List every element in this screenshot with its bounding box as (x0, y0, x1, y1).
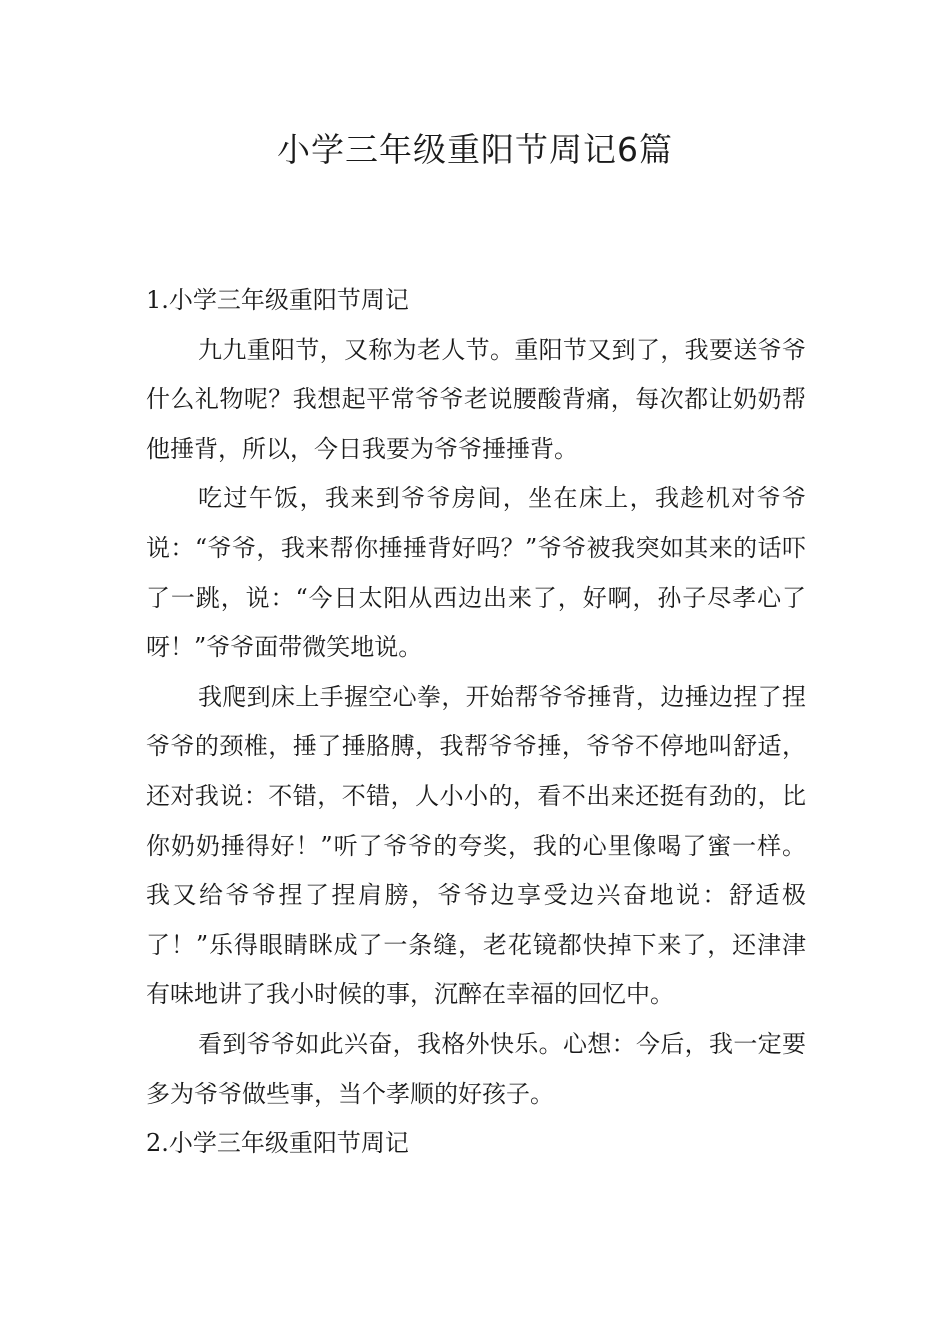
page-title: 小学三年级重阳节周记6篇 (277, 130, 673, 169)
section-1 (146, 276, 806, 1119)
section-2 (146, 1119, 806, 1169)
paragraph: 我爬到床上手握空心拳，开始帮爷爷捶背，边捶边捏了捏爷爷的颈椎，捶了捶胳膊，我帮爷爷捶，爷爷不停地叫舒适，还对我说：不错，不错，人小小的，看不出来还挺有劲的，比你奶奶捶得好！”听了爷爷的夸奖，我的心里像喝了蜜一样。我又给爷爷捏了捏肩膀，爷爷边享受边兴奋地说：舒适极了！”乐得眼睛眯成了一条缝，老花镜都快掉下来了，还津津有味地讲了我小时候的事，沉醉在幸福的回忆中。 (146, 682, 806, 1009)
section-heading: 2.小学三年级重阳节周记 (146, 1129, 409, 1158)
paragraph: 吃过午饭，我来到爷爷房间，坐在床上，我趁机对爷爷说：“爷爷，我来帮你捶捶背好吗？”爷爷被我突如其来的话吓了一跳，说：“今日太阳从西边出来了，好啊，孙子尽孝心了呀！”爷爷面带微笑地说。 (146, 484, 806, 662)
paragraph: 九九重阳节，又称为老人节。重阳节又到了，我要送爷爷什么礼物呢？我想起平常爷爷老说腰酸背痛，每次都让奶奶帮他捶背，所以，今日我要为爷爷捶捶背。 (146, 335, 806, 463)
section-heading: 1.小学三年级重阳节周记 (146, 286, 409, 314)
paragraph: 看到爷爷如此兴奋，我格外快乐。心想：今后，我一定要多为爷爷做些事，当个孝顺的好孩子。 (146, 1029, 806, 1108)
document-body (146, 276, 806, 1169)
